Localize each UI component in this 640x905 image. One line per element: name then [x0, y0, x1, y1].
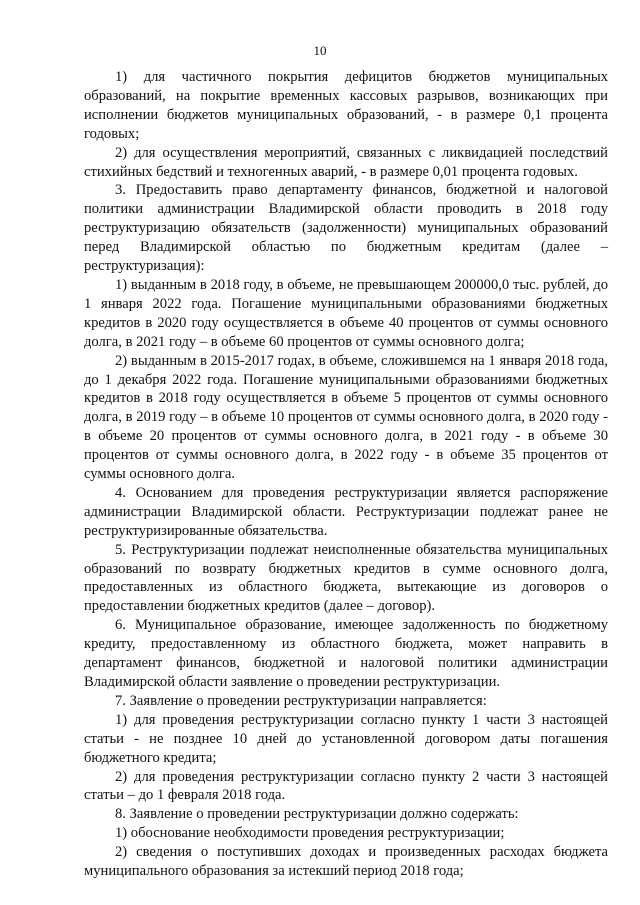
paragraph-9: 7. Заявление о проведении реструктуризации направляется:	[115, 692, 487, 709]
paragraph-11: 2) для проведения реструктуризации согласно пункту 2 части 3 настоящей статьи – до 1 февраля 2018 года.	[84, 768, 608, 804]
paragraph-14: 2) сведения о поступивших доходах и произведенных расходах бюджета муниципального образования за истекший период 2018 года;	[84, 844, 608, 880]
paragraph-1: 1) для частичного покрытия дефицитов бюджетов муниципальных образований, на покрытие временных кассовых разрывов, возникающих при исполнении бюджетов муниципальных образований, - в размере 0,1 процента годовых;	[84, 69, 608, 142]
paragraph-12: 8. Заявление о проведении реструктуризации должно содержать:	[115, 806, 519, 823]
page-number: 10	[313, 43, 327, 58]
paragraph-10: 1) для проведения реструктуризации согласно пункту 1 части 3 настоящей статьи - не позднее 10 дней до установленной договором даты погашения бюджетного кредита;	[84, 711, 608, 766]
paragraph-7: 5. Реструктуризации подлежат неисполненные обязательства муниципальных образований по возврату бюджетных кредитов в сумме основного долга, предоставленных из областного бюджета, вытекающие из договоров о предоставлении бюджетных кредитов (далее – договор).	[84, 541, 608, 615]
document-body	[84, 68, 608, 881]
paragraph-3: 3. Предоставить право департаменту финансов, бюджетной и налоговой политики администрации Владимирской области проводить в 2018 году реструктуризацию обязательств (задолженности) муниципальных образований перед Владимирской областью по бюджетным кредитам (далее – реструктуризация):	[84, 182, 608, 275]
paragraph-5: 2) выданным в 2015-2017 годах, в объеме, сложившемся на 1 января 2018 года, до 1 декабря 2022 года. Погашение муниципальными образованиями бюджетных кредитов в 2018 году осуществляется в объеме 5 процентов от суммы основного долга, в 2019 году – в объеме 10 процентов от суммы основного долга, в 2020 году - в объеме 20 процентов от суммы основного долга, в 2021 году - в объеме 30 процентов от суммы основного долга, в 2022 году - в объеме 35 процентов от суммы основного долга.	[84, 352, 608, 483]
paragraph-8: 6. Муниципальное образование, имеющее задолженность по бюджетному кредиту, предоставленному из областного бюджета, может направить в департамент финансов, бюджетной и налоговой политики администрации Владимирской области заявление о проведении реструктуризации.	[84, 617, 608, 690]
paragraph-13: 1) обоснование необходимости проведения реструктуризации;	[115, 825, 505, 842]
paragraph-2: 2) для осуществления мероприятий, связанных с ликвидацией последствий стихийных бедствий и техногенных аварий, - в размере 0,01 процента годовых.	[84, 144, 608, 180]
paragraph-4: 1) выданным в 2018 году, в объеме, не превышающем 200000,0 тыс. рублей, до 1 января 2022 года. Погашение муниципальными образованиями бюджетных кредитов в 2020 году осуществляется в объеме 40 процентов от суммы основного долга, в 2021 году – в объеме 60 процентов от суммы основного долга;	[84, 276, 608, 350]
paragraph-6: 4. Основанием для проведения реструктуризации является распоряжение администрации Владимирской области. Реструктуризации подлежат ранее не реструктуризированные обязательства.	[84, 484, 608, 539]
